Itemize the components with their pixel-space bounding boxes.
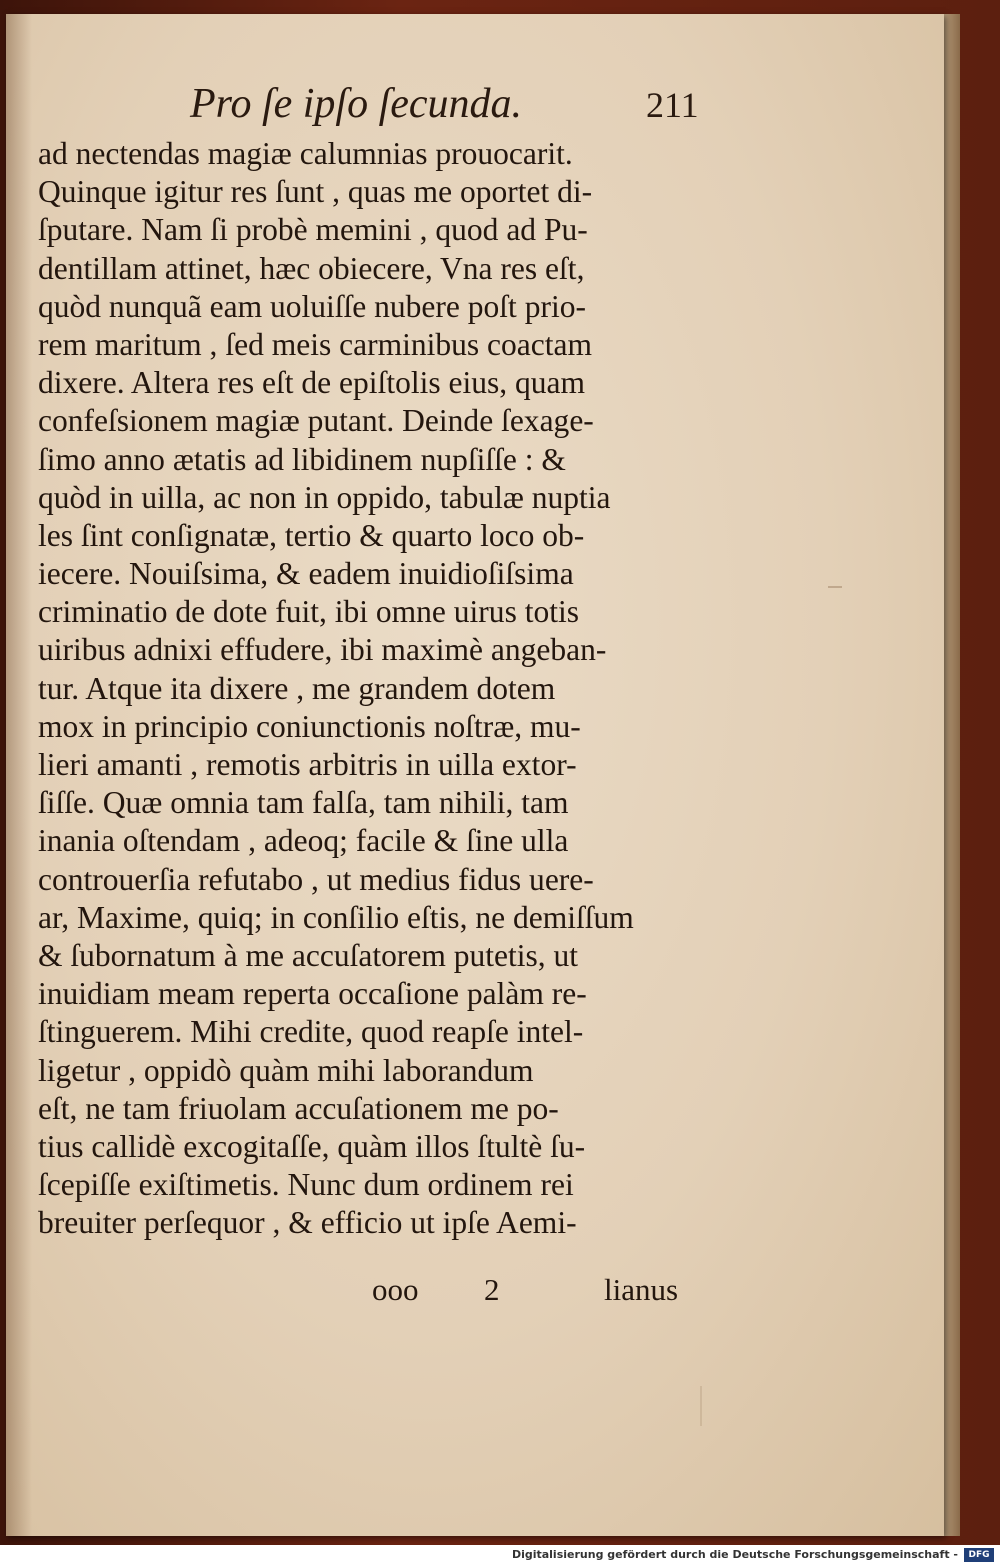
page-number: 211 <box>646 85 699 125</box>
dfg-logo-icon: DFG <box>964 1548 994 1562</box>
text-line: quòd in uilla, ac non in oppido, tabulæ nuptia <box>38 478 611 515</box>
text-line: ar, Maxime, quiq; in conſilio eſtis, ne demiſſum <box>38 898 634 935</box>
paper-blemish <box>700 1386 702 1426</box>
text-line: uiribus adnixi effudere, ibi maximè angeban- <box>38 631 607 668</box>
text-line: ad nectendas magiæ calumnias prouocarit. <box>38 135 573 171</box>
text-line: controuerſia refutabo , ut medius fidus uere- <box>38 860 594 897</box>
text-line: rem maritum , ſed meis carminibus coactam <box>38 325 593 362</box>
digitization-footer <box>0 1545 1000 1565</box>
paper-blemish <box>828 586 842 588</box>
text-line: inania oſtendam , adeoq; facile & ſine ulla <box>38 822 569 859</box>
running-title: Pro ſe ipſo ſecunda. <box>190 81 523 127</box>
text-line: dentillam attinet, hæc obiecere, Vna res eſt, <box>38 249 585 286</box>
text-line: ſimo anno ætatis ad libidinem nupſiſſe : & <box>38 440 566 477</box>
text-line: eſt, ne tam friuolam accuſationem me po- <box>38 1089 559 1126</box>
text-line: criminatio de dote fuit, ibi omne uirus totis <box>38 593 580 630</box>
text-line: ligetur , oppidò quàm mihi laborandum <box>38 1051 534 1088</box>
text-line: quòd nunquã eam uoluiſſe nubere poſt prio- <box>38 287 586 324</box>
running-header <box>190 80 710 130</box>
signature-number: 2 <box>484 1272 500 1307</box>
text-line: lieri amanti , remotis arbitris in uilla extor- <box>38 746 577 782</box>
text-line: les ſint conſignatæ, tertio & quarto loco ob- <box>38 516 585 553</box>
text-line: ſputare. Nam ſi probè memini , quod ad Pu- <box>38 211 588 248</box>
page-edge <box>944 14 960 1536</box>
body-text <box>38 134 708 1241</box>
text-line: ſtinguerem. Mihi credite, quod reapſe intel- <box>38 1013 584 1050</box>
text-line: confeſsionem magiæ putant. Deinde ſexage- <box>38 402 594 439</box>
catchword: lianus <box>604 1272 679 1307</box>
text-line: & ſubornatum à me accuſatorem putetis, ut <box>38 936 579 973</box>
text-line: breuiter perſequor , & efficio ut ipſe Aemi- <box>38 1204 577 1241</box>
text-line: inuidiam meam reperta occaſione palàm re- <box>38 975 587 1012</box>
funding-credit: Digitalisierung gefördert durch die Deutsche Forschungsgemeinschaft - <box>511 1548 958 1561</box>
text-line: ſiſſe. Quæ omnia tam falſa, tam nihili, tam <box>38 784 569 821</box>
text-line: iecere. Nouiſsima, & eadem inuidioſiſsima <box>38 555 574 592</box>
signature-line <box>372 1272 702 1316</box>
text-line: tius callidè excogitaſſe, quàm illos ſtultè ſu- <box>38 1127 586 1164</box>
signature-mark: ooo <box>372 1272 419 1307</box>
gutter-shadow <box>6 14 32 1536</box>
text-line: mox in principio coniunctionis noſtræ, mu- <box>38 707 581 744</box>
text-line: Quinque igitur res ſunt , quas me oportet di- <box>38 173 593 210</box>
text-line: dixere. Altera res eſt de epiſtolis eius, quam <box>38 364 586 401</box>
text-line: ſcepiſſe exiſtimetis. Nunc dum ordinem rei <box>38 1166 574 1203</box>
text-line: tur. Atque ita dixere , me grandem dotem <box>38 669 556 706</box>
